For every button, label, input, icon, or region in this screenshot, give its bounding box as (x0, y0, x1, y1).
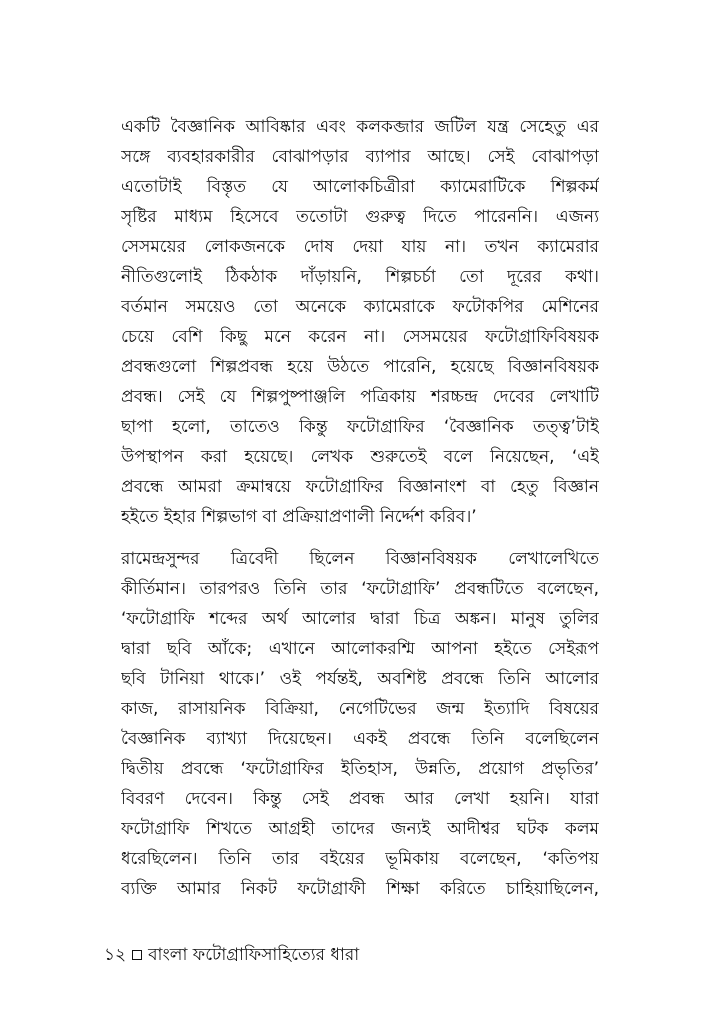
text-line: হইতে ইহার শিল্পভাগ বা প্রক্রিয়াপ্রণালী নির্দ্দেশ করিব।’ (121, 507, 477, 527)
text-line: নীতিগুলোই ঠিকঠাক দাঁড়ায়নি, শিল্পচর্চা তো দূরের কথা। (121, 267, 599, 287)
text-line: কীর্তিমান। তারপরও তিনি তার ‘ফটোগ্রাফি’ প্রবন্ধটিতে বলেছেন, (121, 579, 599, 599)
text-line: বৈজ্ঞানিক ব্যাখ্যা দিয়েছেন। একই প্রবন্ধে তিনি বলেছিলেন (121, 729, 599, 749)
text-line: প্রবন্ধ। সেই যে শিল্পপুষ্পাঞ্জলি পত্রিকায় শরচ্চন্দ্র দেবের লেখাটি (121, 387, 599, 407)
text-line: ছাপা হলো, তাতেও কিন্তু ফটোগ্রাফির ‘বৈজ্ঞানিক তত্ত্ব’টাই (121, 417, 599, 437)
text-line: কাজ, রাসায়নিক বিক্রিয়া, নেগেটিভের জন্ম ইত্যাদি বিষয়ের (121, 699, 599, 719)
text-line: একটি বৈজ্ঞানিক আবিষ্কার এবং কলকব্জার জটিল যন্ত্র সেহেতু এর (121, 117, 599, 137)
paragraph-1 (121, 112, 599, 532)
text-line: ব্যক্তি আমার নিকট ফটোগ্রাফী শিক্ষা করিতে চাহিয়াছিলেন, (121, 879, 599, 899)
text-line: দ্বিতীয় প্রবন্ধে ‘ফটোগ্রাফির ইতিহাস, উন্নতি, প্রয়োগ প্রভৃতির’ (121, 759, 599, 779)
text-line: সেসময়ের লোকজনকে দোষ দেয়া যায় না। তখন ক্যামেরার (121, 237, 599, 257)
text-line: ফটোগ্রাফি শিখতে আগ্রহী তাদের জন্যই আদীশ্বর ঘটক কলম (121, 819, 599, 839)
paragraph-2 (121, 544, 599, 904)
text-line: এতোটাই বিস্তৃত যে আলোকচিত্রীরা ক্যামেরাটিকে শিল্পকর্ম (121, 177, 599, 197)
text-line: বিবরণ দেবেন। কিন্তু সেই প্রবন্ধ আর লেখা হয়নি। যারা (121, 789, 599, 809)
text-line: প্রবন্ধগুলো শিল্পপ্রবন্ধ হয়ে উঠতে পারেনি, হয়েছে বিজ্ঞানবিষয়ক (121, 357, 599, 377)
page-footer (104, 940, 359, 970)
square-separator-icon (132, 950, 142, 960)
text-line: উপস্থাপন করা হয়েছে। লেখক শুরুতেই বলে নিয়েছেন, ‘এই (121, 447, 599, 467)
book-title: বাংলা ফটোগ্রাফিসাহিত্যের ধারা (148, 945, 360, 965)
text-line: প্রবন্ধে আমরা ক্রমান্বয়ে ফটোগ্রাফির বিজ্ঞানাংশ বা হেতু বিজ্ঞান (121, 477, 599, 497)
text-line: ছবি টানিয়া থাকে।’ ওই পর্যন্তই, অবশিষ্ট প্রবন্ধে তিনি আলোর (121, 669, 599, 689)
text-line: ধরেছিলেন। তিনি তার বইয়ের ভূমিকায় বলেছেন, ‘কতিপয় (121, 849, 599, 869)
text-line: সঙ্গে ব্যবহারকারীর বোঝাপড়ার ব্যাপার আছে। সেই বোঝাপড়া (121, 147, 599, 167)
text-line: দ্বারা ছবি আঁকে; এখানে আলোকরশ্মি আপনা হইতে সেইরূপ (121, 639, 599, 659)
text-line: চেয়ে বেশি কিছু মনে করেন না। সেসময়ের ফটোগ্রাফিবিষয়ক (121, 327, 599, 347)
text-line: বর্তমান সময়েও তো অনেকে ক্যামেরাকে ফটোকপির মেশিনের (121, 297, 599, 317)
page-number: ১২ (104, 945, 127, 965)
text-line: সৃষ্টির মাধ্যম হিসেবে ততোটা গুরুত্ব দিতে পারেননি। এজন্য (121, 207, 599, 227)
text-line: রামেন্দ্রসুন্দর ত্রিবেদী ছিলেন বিজ্ঞানবিষয়ক লেখালেখিতে (121, 549, 599, 569)
text-line: ‘ফটোগ্রাফি শব্দের অর্থ আলোর দ্বারা চিত্র অঙ্কন। মানুষ তুলির (121, 609, 599, 629)
